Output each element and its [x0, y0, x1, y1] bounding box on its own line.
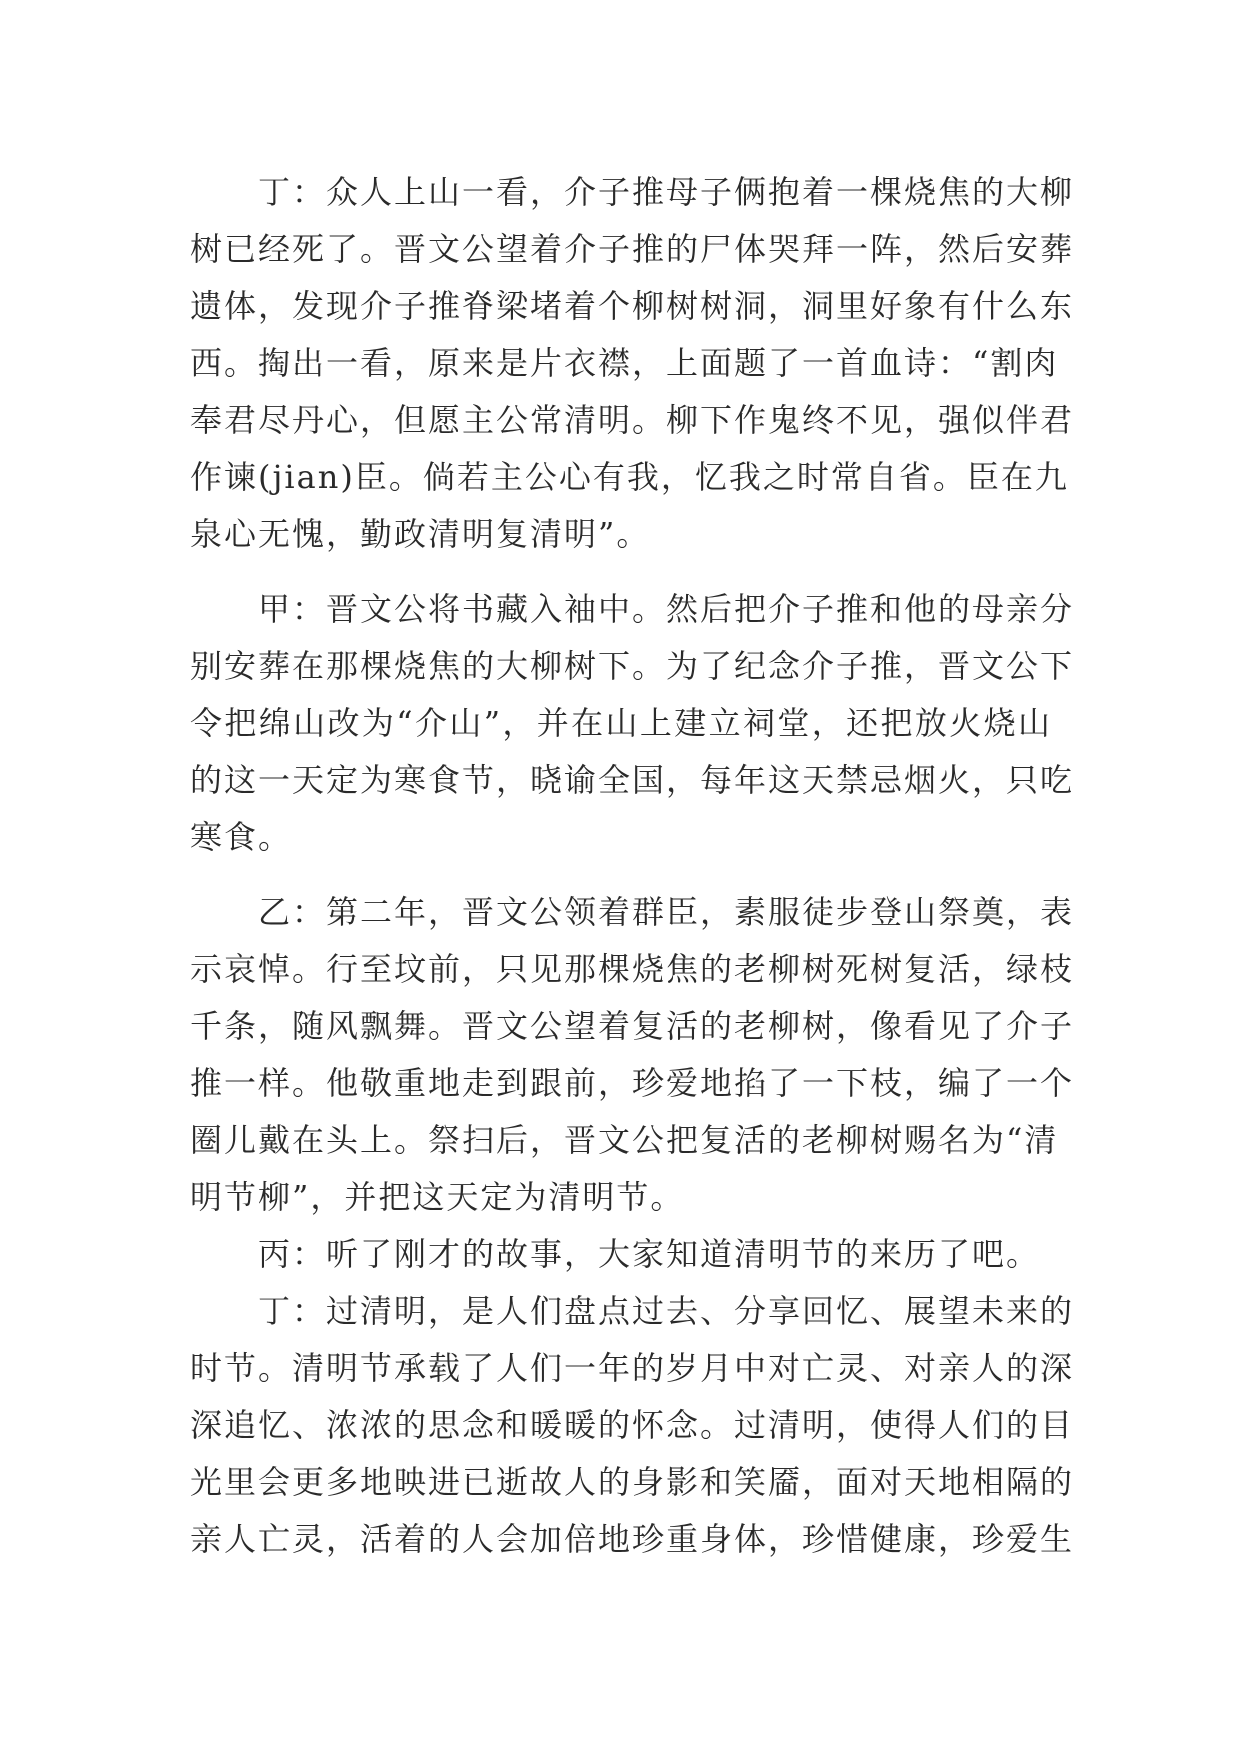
text-line: 推一样。他敬重地走到跟前，珍爱地掐了一下枝，编了一个: [190, 1064, 1075, 1102]
text-line: 亲人亡灵，活着的人会加倍地珍重身体，珍惜健康，珍爱生: [190, 1520, 1075, 1558]
paragraph-bing: [190, 1226, 1052, 1283]
text-line: 明节柳”，并把这天定为清明节。: [190, 1178, 685, 1216]
text-line: 千条，随风飘舞。晋文公望着复活的老柳树，像看见了介子: [190, 1007, 1075, 1045]
text-line: 别安葬在那棵烧焦的大柳树下。为了纪念介子推，晋文公下: [190, 647, 1075, 685]
text-line: 树已经死了。晋文公望着介子推的尸体哭拜一阵，然后安葬: [190, 230, 1075, 268]
body-text: [190, 164, 1075, 1568]
text-line: 丙：听了刚才的故事，大家知道清明节的来历了吧。: [190, 1235, 1041, 1273]
text-line: 示哀悼。行至坟前，只见那棵烧焦的老柳树死树复活，绿枝: [190, 950, 1075, 988]
text-line: 丁：众人上山一看，介子推母子俩抱着一棵烧焦的大柳: [190, 173, 1075, 211]
paragraph-jia: [190, 581, 1075, 866]
text-line: 圈儿戴在头上。祭扫后，晋文公把复活的老柳树赐名为“清: [190, 1121, 1059, 1159]
paragraph-ding-2: [190, 1283, 1075, 1568]
text-line: 深追忆、浓浓的思念和暖暖的怀念。过清明，使得人们的目: [190, 1406, 1075, 1444]
text-line: 作谏(jian)臣。倘若主公心有我，忆我之时常自省。臣在九: [190, 458, 1069, 496]
text-line: 的这一天定为寒食节，晓谕全国，每年这天禁忌烟火，只吃: [190, 761, 1075, 799]
paragraph-ding-1: [190, 164, 1075, 563]
text-line: 乙：第二年，晋文公领着群臣，素服徒步登山祭奠，表: [190, 893, 1075, 931]
text-line: 时节。清明节承载了人们一年的岁月中对亡灵、对亲人的深: [190, 1349, 1075, 1387]
text-line: 光里会更多地映进已逝故人的身影和笑靥，面对天地相隔的: [190, 1463, 1075, 1501]
text-line: 遗体，发现介子推脊梁堵着个柳树树洞，洞里好象有什么东: [190, 287, 1075, 325]
text-line: 寒食。: [190, 818, 293, 856]
text-line: 泉心无愧，勤政清明复清明”。: [190, 515, 651, 553]
text-line: 奉君尽丹心，但愿主公常清明。柳下作鬼终不见，强似伴君: [190, 401, 1075, 439]
paragraph-yi: [190, 884, 1075, 1226]
text-line: 丁：过清明，是人们盘点过去、分享回忆、展望未来的: [190, 1292, 1075, 1330]
text-line: 甲：晋文公将书藏入袖中。然后把介子推和他的母亲分: [190, 590, 1075, 628]
text-line: 西。掏出一看，原来是片衣襟，上面题了一首血诗：“割肉: [190, 344, 1059, 382]
text-line: 令把绵山改为“介山”，并在山上建立祠堂，还把放火烧山: [190, 704, 1052, 742]
